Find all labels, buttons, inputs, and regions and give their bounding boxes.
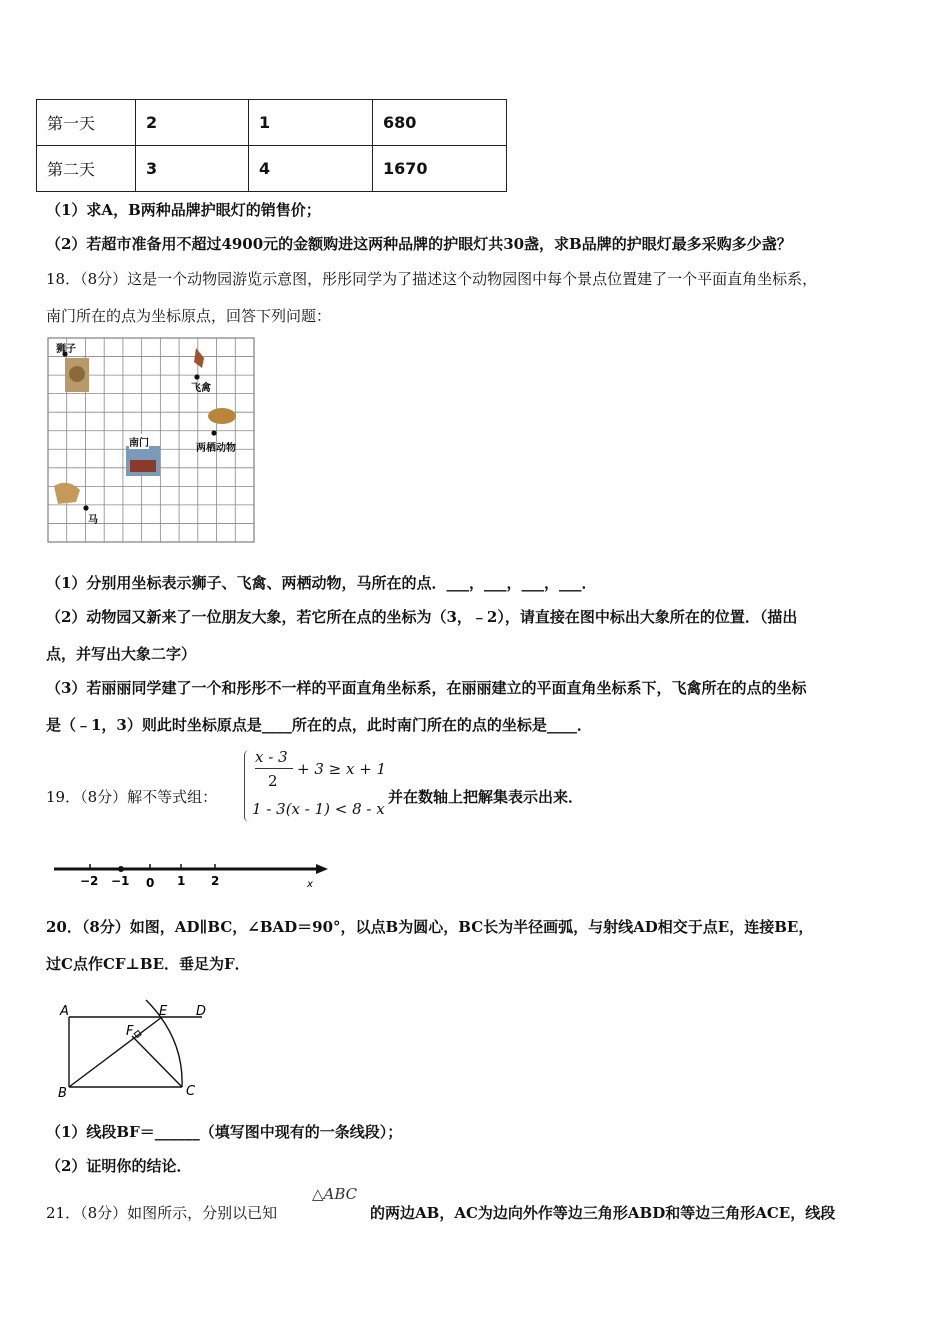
q17-part2: （2）若超市准备用不超过4900元的金额购进这两种品牌的护眼灯共30盏，求B品牌的护眼灯最多采购多少盏？ [46,235,792,253]
point-label-B: B [58,1086,67,1101]
axis-variable: x [307,879,313,890]
table-row [37,100,507,146]
table-cell: 3 [136,146,249,192]
axis-arrow [316,864,328,874]
table-cell: 第一天 [37,100,136,146]
point-label-A: A [60,1004,69,1019]
point-label-C: C [186,1084,196,1099]
table-cell: 第二天 [37,146,136,192]
horse-point [83,505,88,510]
q20-part2: （2）证明你的结论． [46,1157,192,1175]
point-label-E: E [159,1004,168,1019]
q20-stem-line1: 20．（8分）如图，AD∥BC，∠BAD＝90°，以点B为圆心，BC长为半径画弧，与射线AD相交于点E，连接BE， [46,918,814,936]
lion-image-head [69,366,85,382]
tick-label: 2 [211,874,220,888]
tick-label: −1 [111,874,130,888]
q19-prefix: 19．（8分）解不等式组： [46,788,218,806]
q19-suffix: 并在数轴上把解集表示出来． [388,788,584,806]
q20-part1: （1）线段BF＝______（填写图中现有的一条线段）； [46,1123,403,1141]
inequality-1-numerator: x - 3 [255,748,288,766]
q18-part1: （1）分别用坐标表示狮子、飞禽、两栖动物，马所在的点．___，___，___，___． [46,574,597,592]
south-gate-building [130,460,156,472]
q18-part3-line1: （3）若丽丽同学建了一个和彤彤不一样的平面直角坐标系，在丽丽建立的平面直角坐标系下，飞禽所在的点的坐标 [46,679,807,697]
q21-prefix: 21．（8分）如图所示，分别以已知 [46,1204,278,1222]
number-line [52,858,332,890]
q18-stem-line2: 南门所在的点为坐标原点，回答下列问题： [46,307,332,325]
frog-image [208,408,236,424]
table-cell: 1 [249,100,373,146]
geometry-figure [52,998,222,1102]
sales-table [36,99,507,192]
tick-label: −2 [80,874,99,888]
inequality-1-rest: + 3 ≥ x + 1 [297,760,387,778]
tick-label: 1 [177,874,186,888]
point-label-D: D [196,1004,207,1019]
point-label-F: F [126,1024,134,1039]
q18-stem-line1: 18．（8分）这是一个动物园游览示意图，彤彤同学为了描述这个动物园图中每个景点位置建了一个平面直角坐标系， [46,270,818,288]
amphibian-label: 两栖动物 [196,443,236,454]
table-cell: 2 [136,100,249,146]
table-cell: 1670 [373,146,507,192]
lion-label: 狮子 [56,344,76,355]
tick-label: 0 [146,876,155,890]
bird-image [194,348,204,368]
inequality-1-denominator: 2 [268,772,278,790]
south-gate-label: 南门 [129,434,149,449]
q18-part2-line1: （2）动物园又新来了一位朋友大象，若它所在点的坐标为（3，﹣2），请直接在图中标出大象所在的位置．（描出 [46,608,798,626]
fraction-bar [255,768,293,769]
triangle-abc: △ABC [312,1185,358,1203]
q18-part2-line2: 点，并写出大象二字） [46,645,197,663]
bird-label: 飞禽 [191,383,211,394]
q21-suffix: 的两边AB，AC为边向外作等边三角形ABD和等边三角形ACE，线段 [370,1204,836,1222]
q17-part1: （1）求A，B两种品牌护眼灯的销售价； [46,201,321,219]
horse-label: 马 [88,515,98,526]
q18-part3-line2: 是（﹣1，3）则此时坐标原点是____所在的点，此时南门所在的点的坐标是____． [46,716,592,734]
inequality-2: 1 - 3(x - 1) < 8 - x [252,800,385,818]
tick-dot [118,866,124,872]
amphibian-point [211,430,216,435]
q20-stem-line2: 过C点作CF⊥BE．垂足为F． [46,955,250,973]
table-row [37,146,507,192]
table-cell: 680 [373,100,507,146]
table-cell: 4 [249,146,373,192]
system-brace [244,750,249,822]
